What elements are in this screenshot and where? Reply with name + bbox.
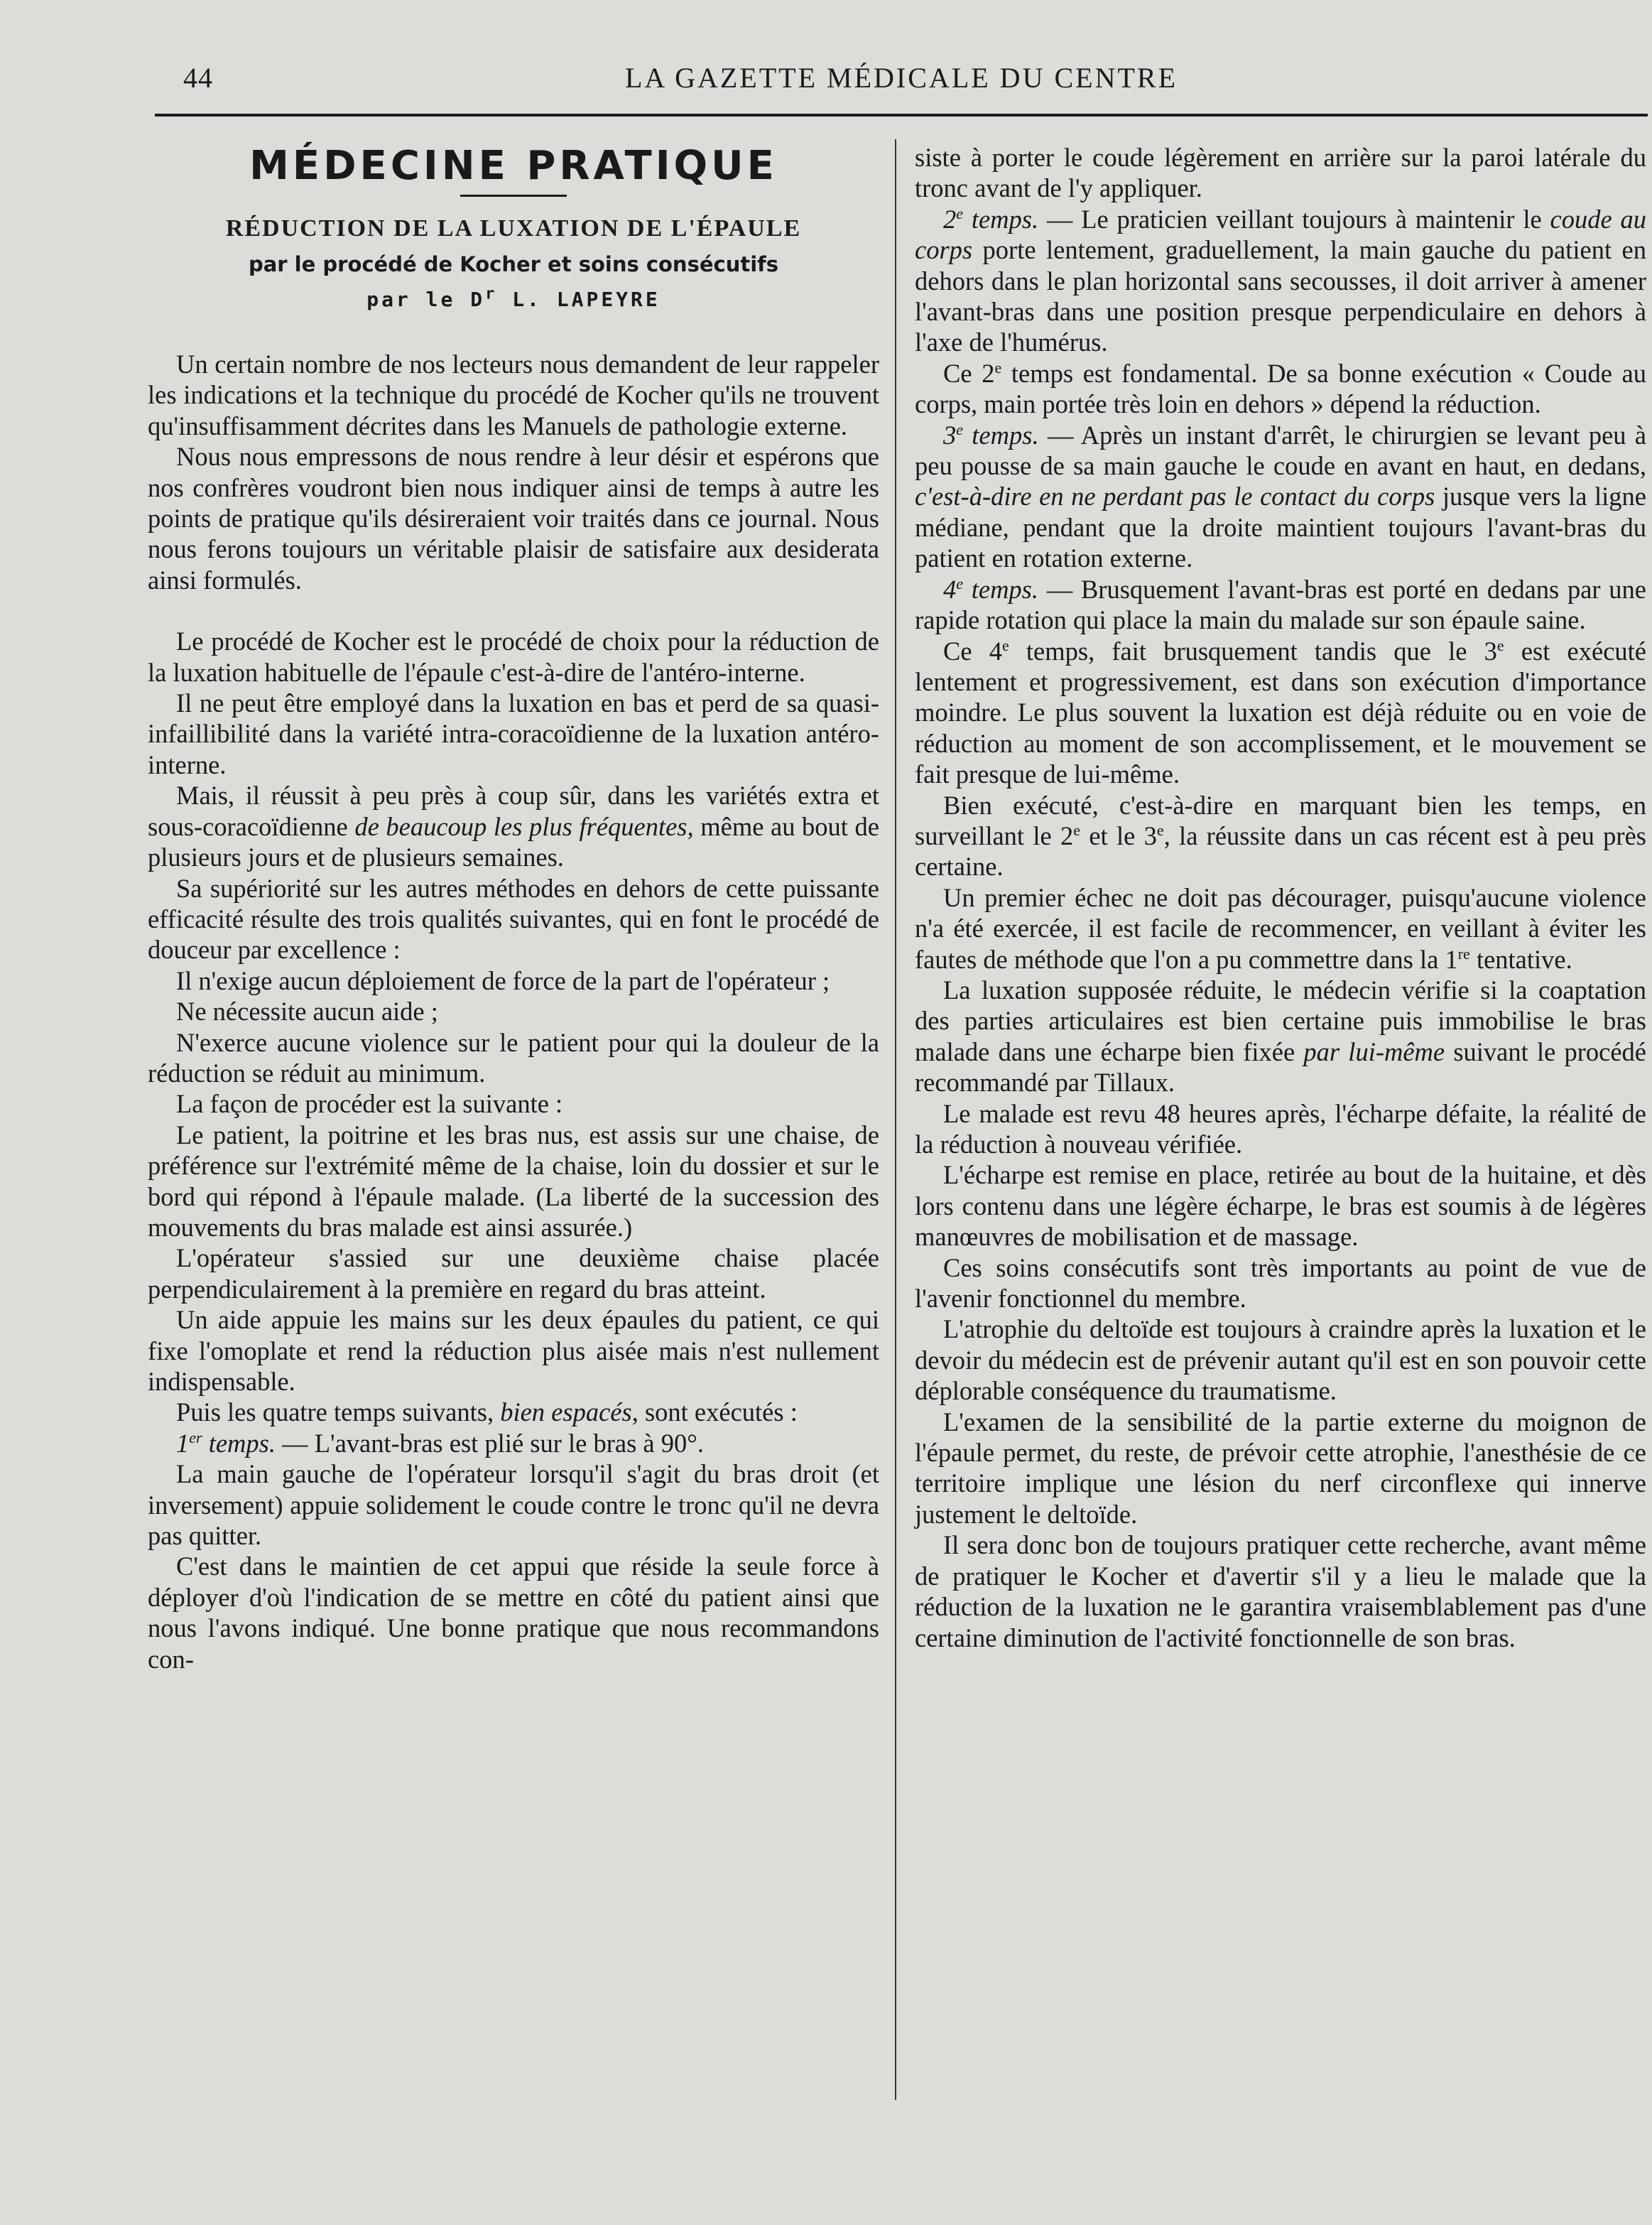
left-column (148, 142, 879, 1674)
paragraph (148, 1397, 879, 1427)
paragraph (915, 574, 1646, 636)
paragraph: N'exerce aucune violence sur le patient pour qui la douleur de la réduction se réduit au minimum. (148, 1027, 879, 1088)
text-run: , la réussite dans un cas récent est à peu près certaine. (915, 821, 1646, 882)
right-column (915, 142, 1646, 1653)
paragraph: Il n'exige aucun déploiement de force de la part de l'opérateur ; (176, 965, 830, 995)
step-number: 3 (943, 420, 957, 450)
article-subtitle: par le procédé de Kocher et soins consécutifs (248, 252, 779, 276)
text-run: suivant le procédé recommandé par Tillaux. (915, 1036, 1646, 1098)
italic-run: c'est-à-dire en ne perdant pas le contact du corps (915, 482, 1435, 511)
italic-run (943, 575, 1038, 604)
paragraph: Il ne peut être employé dans la luxation en bas et perd de sa quasi-infaillibilité dans la variété intra-coracoïdienne de la luxation antéro-interne. (148, 688, 879, 779)
text-run: temps est fondamental. De sa bonne exécution « Coude au corps, main portée très loin en dehors » dépend la réduction. (915, 358, 1646, 419)
paragraph: Il sera donc bon de toujours pratiquer cette recherche, avant même de pratiquer le Kocher et d'avertir s'il y a lieu le malade que la réduction de la luxation ne le garantira vraisemblablement pas d'une certaine diminution de l'activité fonctionnelle de son bras. (915, 1530, 1646, 1652)
paragraph: La main gauche de l'opérateur lorsqu'il s'agit du bras droit (et inversement) appuie solidement le coude contre le tronc qu'il ne devra pas quitter. (148, 1459, 879, 1551)
paragraph: Le malade est revu 48 heures après, l'écharpe défaite, la réalité de la réduction à nouveau vérifiée. (915, 1098, 1646, 1159)
text-run: porte lentement, graduellement, la main gauche du patient en dehors dans le plan horizontal sans secousses, il doit arriver à amener l'avant-bras dans une position presque perpendiculaire en dehors à l'axe de l'humérus. (915, 235, 1646, 357)
text-run: Bien exécuté, c'est-à-dire en marquant bien les temps, en surveillant le 2 (915, 790, 1646, 850)
column-divider (895, 139, 896, 2100)
paragraph (915, 204, 1646, 358)
paragraph: Nous nous empressons de nous rendre à leur désir et espérons que nos confrères voudront bien nous indiquer ainsi de temps à autre les points de pratique qu'ils désireraient voir traités dans ce journal. Nous nous ferons toujours un véritable plaisir de satisfaire aux desiderata ainsi formulés. (148, 442, 879, 595)
paragraph: Un certain nombre de nos lecteurs nous demandent de leur rappeler les indications et la technique du procédé de Kocher qu'ils ne trouvent qu'insuffisamment décrites dans les Manuels de pathologie externe. (148, 350, 879, 440)
italic-run: par lui-même (1303, 1036, 1445, 1066)
paragraph: Sa supériorité sur les autres méthodes en dehors de cette puissante efficacité résulte des trois qualités suivantes, qui en font le procédé de douceur par excellence : (148, 873, 879, 965)
text-run: Ce 2 (943, 358, 995, 388)
superscript: e (1496, 636, 1504, 654)
section-title: MÉDECINE PRATIQUE (249, 143, 778, 189)
text-run: La luxation supposée réduite, le médecin vérifie si la coaptation des parties articulaires est bien certaine puis immobilise le bras malade dans une écharpe bien fixée (915, 975, 1646, 1066)
title-rule (460, 195, 567, 197)
paragraph (915, 420, 1646, 574)
text-run: Ce 4 (943, 636, 1002, 666)
text-run: — Le praticien veillant toujours à maintenir le (1038, 204, 1550, 234)
text-run: temps, fait brusquement tandis que le 3 (1009, 636, 1497, 666)
paragraph: Ces soins consécutifs sont très importants au point de vue de l'avenir fonctionnel du membre. (915, 1252, 1646, 1314)
byline (148, 283, 879, 316)
text-run: jusque vers la ligne médiane, pendant que la droite maintient toujours l'avant-bras du patient en rotation externe. (915, 482, 1647, 573)
text-run: Un premier échec ne doit pas décourager, puisqu'aucune violence n'a été exercée, il est facile de recommencer, en veillant à éviter les fautes de méthode que l'on a pu commettre dans la 1 (915, 882, 1646, 974)
byline-prefix: par le D (366, 288, 486, 311)
paragraph: Ne nécessite aucun aide ; (176, 997, 438, 1027)
step-label: temps. (963, 574, 1039, 604)
text-run: tentative. (1469, 944, 1572, 974)
step-label: temps. (963, 204, 1039, 234)
step-label: temps. (963, 420, 1039, 450)
text-run: même au bout de plusieurs jours et de plusieurs semaines. (148, 811, 879, 872)
step-number: 2 (943, 204, 957, 234)
superscript: e (1073, 821, 1081, 839)
step-label: temps. (202, 1428, 276, 1458)
paragraph: C'est dans le maintien de cet appui que réside la seule force à déployer d'où l'indication de se mettre en côté du patient ainsi que nous l'avons indiqué. Une bonne pratique que nous recommandons con- (148, 1552, 879, 1674)
byline-sup: r (485, 285, 498, 303)
text-run: — L'avant-bras est plié sur le bras à 90°. (275, 1428, 704, 1458)
paragraph (915, 790, 1646, 882)
paragraph (148, 780, 879, 872)
header-rule (155, 114, 1648, 117)
italic-run: bien espacés (500, 1397, 632, 1427)
text-run: — Après un instant d'arrêt, le chirurgien se levant peu à peu pousse de sa main gauche le coude en avant en haut, en dedans, (915, 420, 1647, 481)
paragraph (148, 1428, 879, 1458)
superscript: e (1156, 821, 1164, 839)
text-run: , sont exécutés : (631, 1397, 798, 1427)
superscript: e (994, 358, 1002, 377)
journal-title: LA GAZETTE MÉDICALE DU CENTRE (624, 62, 1178, 94)
text-run: Puis les quatre temps suivants, (176, 1397, 501, 1427)
step-number: 1 (176, 1428, 190, 1458)
paragraph: L'examen de la sensibilité de la partie externe du moignon de l'épaule permet, du reste, de prévoir cette atrophie, l'anesthésie de ce territoire implique une lésion du nerf circonflexe qui innerve justement le deltoïde. (915, 1407, 1646, 1529)
italic-run (176, 1429, 276, 1458)
text-run: et le 3 (1080, 821, 1157, 850)
italic-run: coude au corps (915, 204, 1647, 265)
article-title: RÉDUCTION DE LA LUXATION DE L'ÉPAULE (225, 215, 802, 242)
paragraph (915, 358, 1646, 420)
superscript: e (956, 420, 964, 438)
text-run: Mais, il réussit à peu près à coup sûr, dans les variétés extra et sous-coracoïdienne (148, 781, 879, 841)
running-header (155, 58, 1648, 98)
paragraph (915, 975, 1646, 1098)
paragraph (915, 882, 1646, 975)
step-number: 4 (943, 574, 957, 604)
text-run: — Brusquement l'avant-bras est porté en dedans par une rapide rotation qui place la main du malade sur son épaule saine. (915, 574, 1646, 635)
superscript: er (189, 1428, 202, 1446)
paragraph: L'opérateur s'assied sur une deuxième chaise placée perpendiculairement à la première en regard du bras atteint. (148, 1243, 879, 1304)
italic-run (943, 205, 1038, 234)
paragraph: L'atrophie du deltoïde est toujours à craindre après la luxation et le devoir du médecin est de prévenir autant qu'il est en son pouvoir cette déplorable conséquence du traumatisme. (915, 1314, 1646, 1406)
italic-run: de beaucoup les plus fréquentes, (354, 811, 694, 841)
paragraph: L'écharpe est remise en place, retirée au bout de la huitaine, et dès lors contenu dans une légère écharpe, le bras est soumis à de légères manœuvres de mobilisation et de massage. (915, 1160, 1646, 1252)
italic-run (943, 421, 1039, 450)
superscript: e (956, 204, 964, 222)
page-number: 44 (183, 62, 213, 94)
paragraph: siste à porter le coude légèrement en arrière sur la paroi latérale du tronc avant de l'y appliquer. (915, 143, 1646, 203)
text-run: est exécuté lentement et progressivement, est dans son exécution d'importance moindre. Le plus souvent la luxation est déjà réduite ou en voie de réduction au moment de son accomplissement, et le mouvement se fait presque de lui-même. (915, 636, 1647, 789)
author-name: L. LAPEYRE (512, 288, 661, 311)
paragraph (915, 636, 1646, 790)
superscript: re (1457, 944, 1470, 963)
paragraph: Le procédé de Kocher est le procédé de choix pour la réduction de la luxation habituelle de l'épaule c'est-à-dire de l'antéro-interne. (148, 627, 879, 687)
paragraph: La façon de procéder est la suivante : (176, 1089, 563, 1119)
paragraph: Un aide appuie les mains sur les deux épaules du patient, ce qui fixe l'omoplate et rend la réduction plus aisée mais n'est nullement indispensable. (148, 1305, 879, 1396)
superscript: e (956, 574, 964, 592)
paragraph: Le patient, la poitrine et les bras nus, est assis sur une chaise, de préférence sur l'extrémité même de la chaise, loin du dossier et sur le bord qui répond à l'épaule malade. (La liberté de la succession des mouvements du bras malade est ainsi assurée.) (148, 1120, 879, 1242)
superscript: e (1001, 636, 1009, 654)
